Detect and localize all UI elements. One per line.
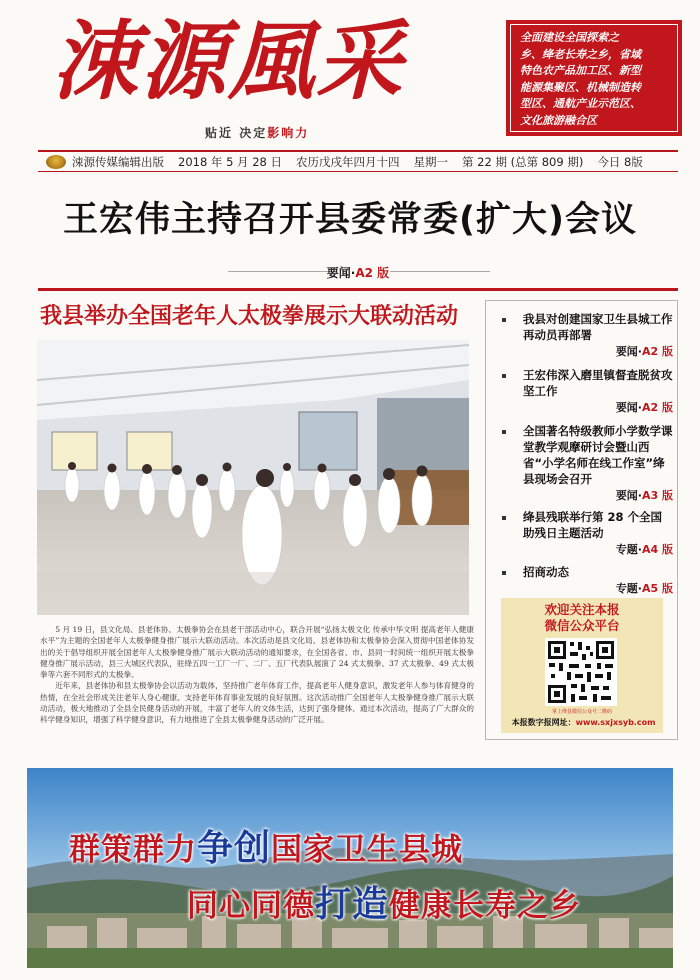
sidebar-item-ref [523,344,673,360]
site-label: 本报数字报网址： [511,718,576,727]
sidebar-item-ref [523,400,673,416]
section-rule [38,288,678,291]
slogan-right: 影响力 [267,126,310,140]
sidebar-item[interactable] [523,367,673,416]
article-paragraph: 5 月 19 日，县文化局、县老体协、太极拳协会在县老干部活动中心，联合开展“弘扬太极文化 传承中华文明 提高老年人健康水平”为主题的全国老年人太极拳健身推广展示大联动活动。本次活动是县文化局、县老体协和太极拳协会深入贯彻中国老体协发出的关于倡导组织开展全国老年人太极拳健身推广展示大联动活动的通知要求，在全国各省、市、县同一时间统一组织开展太极拳健身推广展示活动，县三大城区代表队，驻绛五四一工厂一厂、二厂、五厂代表队展演了 24 式太极拳、37 式太极拳、49 式太极拳等六套不同形式的太极拳。 [40,625,474,680]
publisher: 涑源传媒编辑出版 [72,154,164,169]
banner-text: 争创 [197,828,272,869]
sidebar-item-ref [523,542,673,558]
article-paragraph: 近年来，县老体协和县太极拳协会以活动为载体，坚持推广老年体育工作，提高老年人健身意识，激发老年人参与体育健身的热情，在全社会形成关注老年人身心健康、支持老年体育事业发展的良好氛围。这次活动推广全国老年人太极拳健身推广展示大联动活动，极大地推动了全县全民健身活动的开展，丰富了老年人的文体生活，达到了强身健体、通过本次活动，提高了广大群众的科学健身知识，增强了科学健身意识，有力地推进了全县太极拳健身活动的广泛开展。 [40,681,474,725]
sidebar-item-title: 绛县残联举行第 28 个全国助残日主题活动 [523,510,663,540]
banner-text: 健康长寿之乡 [389,888,582,924]
banner-slogan-2 [187,876,581,927]
headline-ref-page: A2 版 [355,266,390,280]
main-headline[interactable]: 王宏伟主持召开县委常委(扩大)会议 [63,200,637,240]
ref-page: A5 版 [642,582,673,595]
taichi-photo-illustration [37,340,469,615]
banner-text: 同心同德 [187,888,315,924]
bullet-icon [502,516,506,520]
ref-page: A4 版 [642,543,673,556]
masthead [0,0,700,145]
digital-edition-url[interactable] [501,717,666,728]
headline-page-link[interactable] [38,264,678,281]
ref-page: A2 版 [642,345,673,358]
wechat-promo [501,598,663,733]
motto-line: 型区、通航产业示范区、 [520,97,641,110]
slogan-left: 贴近 [205,126,234,140]
page-count: 今日 8版 [597,154,643,169]
contents-sidebar [485,300,678,740]
headline-ref [38,266,678,280]
motto-line: 特色农产品加工区、新型 [520,64,641,77]
wechat-line: 微信公众平台 [544,618,620,633]
masthead-slogan [205,124,309,141]
banner-text: 群策群力 [69,832,197,868]
ref-section: 专题· [615,582,642,595]
article-body [40,624,474,726]
publisher-logo-icon [46,155,66,169]
sidebar-item-title: 招商动态 [523,565,569,579]
masthead-motto-box [506,20,682,136]
issue-date: 2018 年 5 月 28 日 [178,154,282,169]
headline-ref-section: 要闻· [326,266,356,280]
motto-line: 文化旅游融合区 [520,113,597,127]
lunar-date: 农历戊戌年四月十四 [296,154,400,169]
wechat-line: 欢迎关注本报 [544,602,620,617]
sidebar-item-ref [523,488,673,504]
sidebar-item[interactable] [523,509,673,558]
motto-line: 全面建设全国探索之 [520,31,619,44]
ref-section: 要闻· [615,345,642,358]
taichi-photo [37,340,469,615]
bullet-icon [502,430,506,434]
qr-code-graphic [545,638,617,706]
wechat-title [501,602,663,634]
bullet-icon [502,571,506,575]
sidebar-item[interactable] [523,564,673,597]
bullet-icon [502,318,506,322]
ref-section: 要闻· [615,489,642,502]
issue-info-bar [38,150,678,172]
banner-text: 打造 [315,884,390,925]
sidebar-item-ref [523,581,673,597]
motto-line: 能源集聚区、机械制造转 [520,80,641,94]
bullet-icon [502,374,506,378]
banner-text: 国家卫生县城 [271,832,464,868]
motto-line: 乡、绛老长寿之乡，省域 [520,47,641,61]
weekday: 星期一 [413,154,448,169]
sidebar-item-title: 全国著名特级教师小学数学课堂教学观摩研讨会暨山西省“小学名师在线工作室”绛县现场会召开 [523,424,673,486]
site-url: www.sxjxsyb.com [575,718,656,727]
ref-page: A3 版 [642,489,673,502]
issue-number: 第 22 期 (总第 809 期) [462,154,584,169]
sidebar-item-title: 王宏伟深入磨里镇督查脱贫攻坚工作 [523,368,673,398]
newspaper-title: 涑源風采 [52,11,404,112]
article-title[interactable]: 我县举办全国老年人太极拳展示大联动活动 [40,304,459,329]
ref-section: 专题· [615,543,642,556]
banner-slogan-1 [69,820,463,871]
ref-page: A2 版 [642,401,673,414]
sidebar-item[interactable] [523,423,673,504]
sidebar-item[interactable] [523,311,673,360]
sidebar-item-title: 我县对创建国家卫生县城工作再动员再部署 [523,312,673,342]
qr-code-icon[interactable] [545,638,617,706]
campaign-banner [27,768,673,968]
slogan-mid: 决定 [239,126,268,140]
qr-caption: 掌上绛县微信公众号二维码 [551,709,612,715]
ref-section: 要闻· [615,401,642,414]
